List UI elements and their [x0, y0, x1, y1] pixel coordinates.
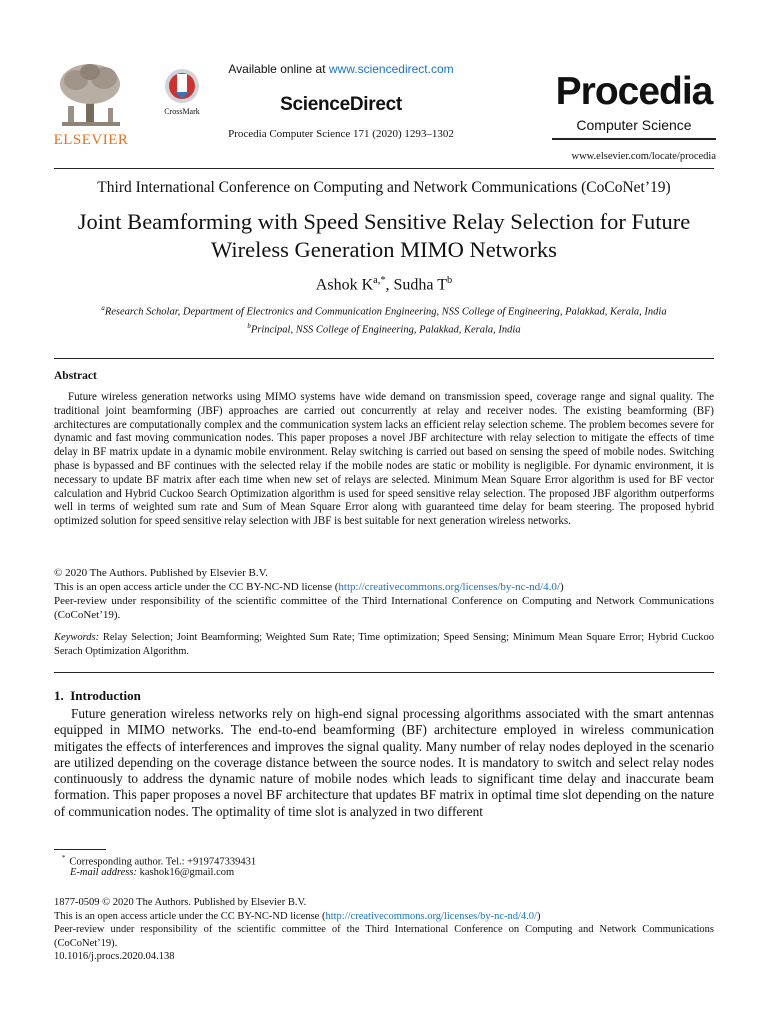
affiliation-b	[40, 320, 728, 338]
available-online-text: Available online at	[228, 62, 329, 76]
affiliation-a-mark: a	[101, 305, 105, 312]
affiliation-b-text: Principal, NSS College of Engineering, Palakkad, Kerala, India	[250, 324, 521, 335]
journal-citation: Procedia Computer Science 171 (2020) 1293–1302	[228, 128, 454, 140]
abstract-top-divider	[54, 358, 714, 359]
footer-license-suffix: )	[536, 910, 541, 922]
elsevier-wordmark: ELSEVIER	[53, 132, 129, 148]
author-separator: ,	[385, 276, 394, 294]
affiliation-a-text: Research Scholar, Department of Electronics and Communication Engineering, NSS College of Engineering, Palakkad, Kerala, India	[104, 306, 667, 318]
affiliation-a	[40, 302, 728, 320]
crossmark-badge[interactable]	[158, 68, 206, 120]
abstract-license	[54, 580, 714, 594]
author-1: Ashok K	[315, 276, 374, 294]
footer-issn: 1877-0509	[54, 897, 100, 908]
keywords-label: Keywords:	[54, 632, 100, 643]
footer-copyright: © 2020 The Authors. Published by Elsevier B.V.	[102, 897, 307, 908]
abstract-heading: Abstract	[54, 370, 97, 382]
available-online-line	[210, 62, 472, 76]
abstract-bottom-divider	[54, 672, 714, 673]
paper-title-line1: Joint Beamforming with Speed Sensitive Relay Selection for Future	[77, 209, 691, 234]
footer-block	[54, 896, 714, 964]
header-divider	[54, 168, 714, 169]
footnote-star: *	[62, 855, 66, 862]
footnote-email	[70, 866, 234, 880]
keywords	[54, 631, 714, 659]
footer-license-prefix: This is an open access article under the CC BY-NC-ND license (	[54, 910, 326, 922]
paper-title	[30, 208, 738, 264]
journal-url[interactable]: www.elsevier.com/locate/procedia	[571, 151, 716, 162]
procedia-logo-subtitle: Computer Science	[576, 117, 692, 133]
crossmark-icon	[162, 68, 202, 106]
footnote-corresponding-text: Corresponding author. Tel.: +919747339431	[69, 856, 257, 868]
conference-name: Third International Conference on Computing and Network Communications (CoCoNet’19)	[97, 179, 671, 196]
abstract-license-prefix: This is an open access article under the CC BY-NC-ND license (	[54, 581, 339, 593]
footer-license-link[interactable]: http://creativecommons.org/licenses/by-nc-nd/4.0/	[325, 910, 537, 922]
intro-body: Future generation wireless networks rely on high-end signal processing algorithms associated with the smart antennas equipped in MIMO networks. The end-to-end beamforming (BF) architecture employed in wireless communication mitigates the effects of interferences and improves the signal quality. Many number of relay nodes deployed in the scenario are utilized depending on the coverage distance between the source nodes. It is mandatory to switch and select relay nodes continuously to address the dynamic nature of mobile nodes which leads to significant time delay and inaccurate beam formation. This paper proposes a novel BF architecture that updates BF matrix in optimal time slot depending on the nature of communication nodes. The optimality of time slot is analyzed in two different	[54, 706, 714, 819]
abstract-body: Future wireless generation networks using MIMO systems have wide demand on transmission speed, coverage range and signal quality. The traditional joint beamforming (JBF) approaches are carried out concurrently at relay and receiver nodes. The existing beamforming (BF) architectures are computationally complex and the communication system lacks an efficient relay selection scheme. The problem becomes severe for dynamic and fast moving communication nodes. This paper proposes a novel JBF architecture with relay selection to mitigate the effects of time delay in BF matrix update in a dynamic mobile environment. Relay switching is carried out based on sensing the speed of mobile nodes. Switching phase is bypassed and BF continues with the selected relay if the mobile nodes are static or mobility is negligible. For dynamic environment, it is necessary to update BF matrix after each time when new set of relays are selected. Minimum Mean Square Error algorithm is used for BF vector calculation and Hybrid Cuckoo Search Optimization algorithm is used for speed sensitive relay selection. The proposed JBF algorithm outperforms well in terms of weighted sum rate and Sum of Mean Square Error along with guaranteed time delay for beam steering. The proposed hybrid optimized solution for speed sensitive relay selection with JBF is best suitable for next generation wireless networks.	[54, 391, 714, 528]
email-label: E-mail address:	[70, 867, 137, 878]
footer-license	[54, 910, 714, 924]
author-1-marks: a,*	[373, 275, 386, 286]
intro-heading: 1. Introduction	[54, 688, 141, 703]
elsevier-logo[interactable]	[52, 62, 130, 148]
abstract-license-link[interactable]: http://creativecommons.org/licenses/by-nc-nd/4.0/	[338, 581, 560, 593]
footer-doi[interactable]: 10.1016/j.procs.2020.04.138	[54, 951, 175, 962]
sciencedirect-url-link[interactable]: www.sciencedirect.com	[328, 62, 454, 76]
footer-peer-review: Peer-review under responsibility of the scientific committee of the Third International Conference on Computing and Network Communications (CoCoNet’19).	[54, 924, 714, 949]
affiliations	[40, 302, 728, 337]
footnote-rule	[54, 849, 106, 850]
crossmark-label: CrossMark	[164, 107, 200, 116]
footer-issn-line	[54, 896, 714, 910]
authors	[40, 275, 728, 294]
abstract-copyright: © 2020 The Authors. Published by Elsevier B.V.	[54, 567, 268, 579]
abstract-peer-review: Peer-review under responsibility of the scientific committee of the Third International Conference on Computing and Network Communications (CoCoNet’19).	[54, 595, 714, 621]
author-2: Sudha T	[393, 276, 448, 294]
affiliation-b-mark: b	[247, 322, 251, 330]
paper-title-line2: Wireless Generation MIMO Networks	[211, 237, 557, 262]
procedia-underline	[552, 138, 716, 140]
author-2-marks: b	[447, 275, 453, 286]
sciencedirect-logo[interactable]: ScienceDirect	[280, 94, 402, 115]
elsevier-tree-icon	[52, 62, 130, 130]
procedia-logo-title[interactable]: Procedia	[555, 70, 713, 113]
keywords-list: Relay Selection; Joint Beamforming; Weighted Sum Rate; Time optimization; Speed Sensing; Minimum Mean Square Error; Hybrid Cuckoo Serach Optimization Algorithm.	[54, 632, 715, 657]
email-address[interactable]: kashok16@gmail.com	[139, 867, 235, 878]
abstract-license-suffix: )	[560, 581, 564, 593]
